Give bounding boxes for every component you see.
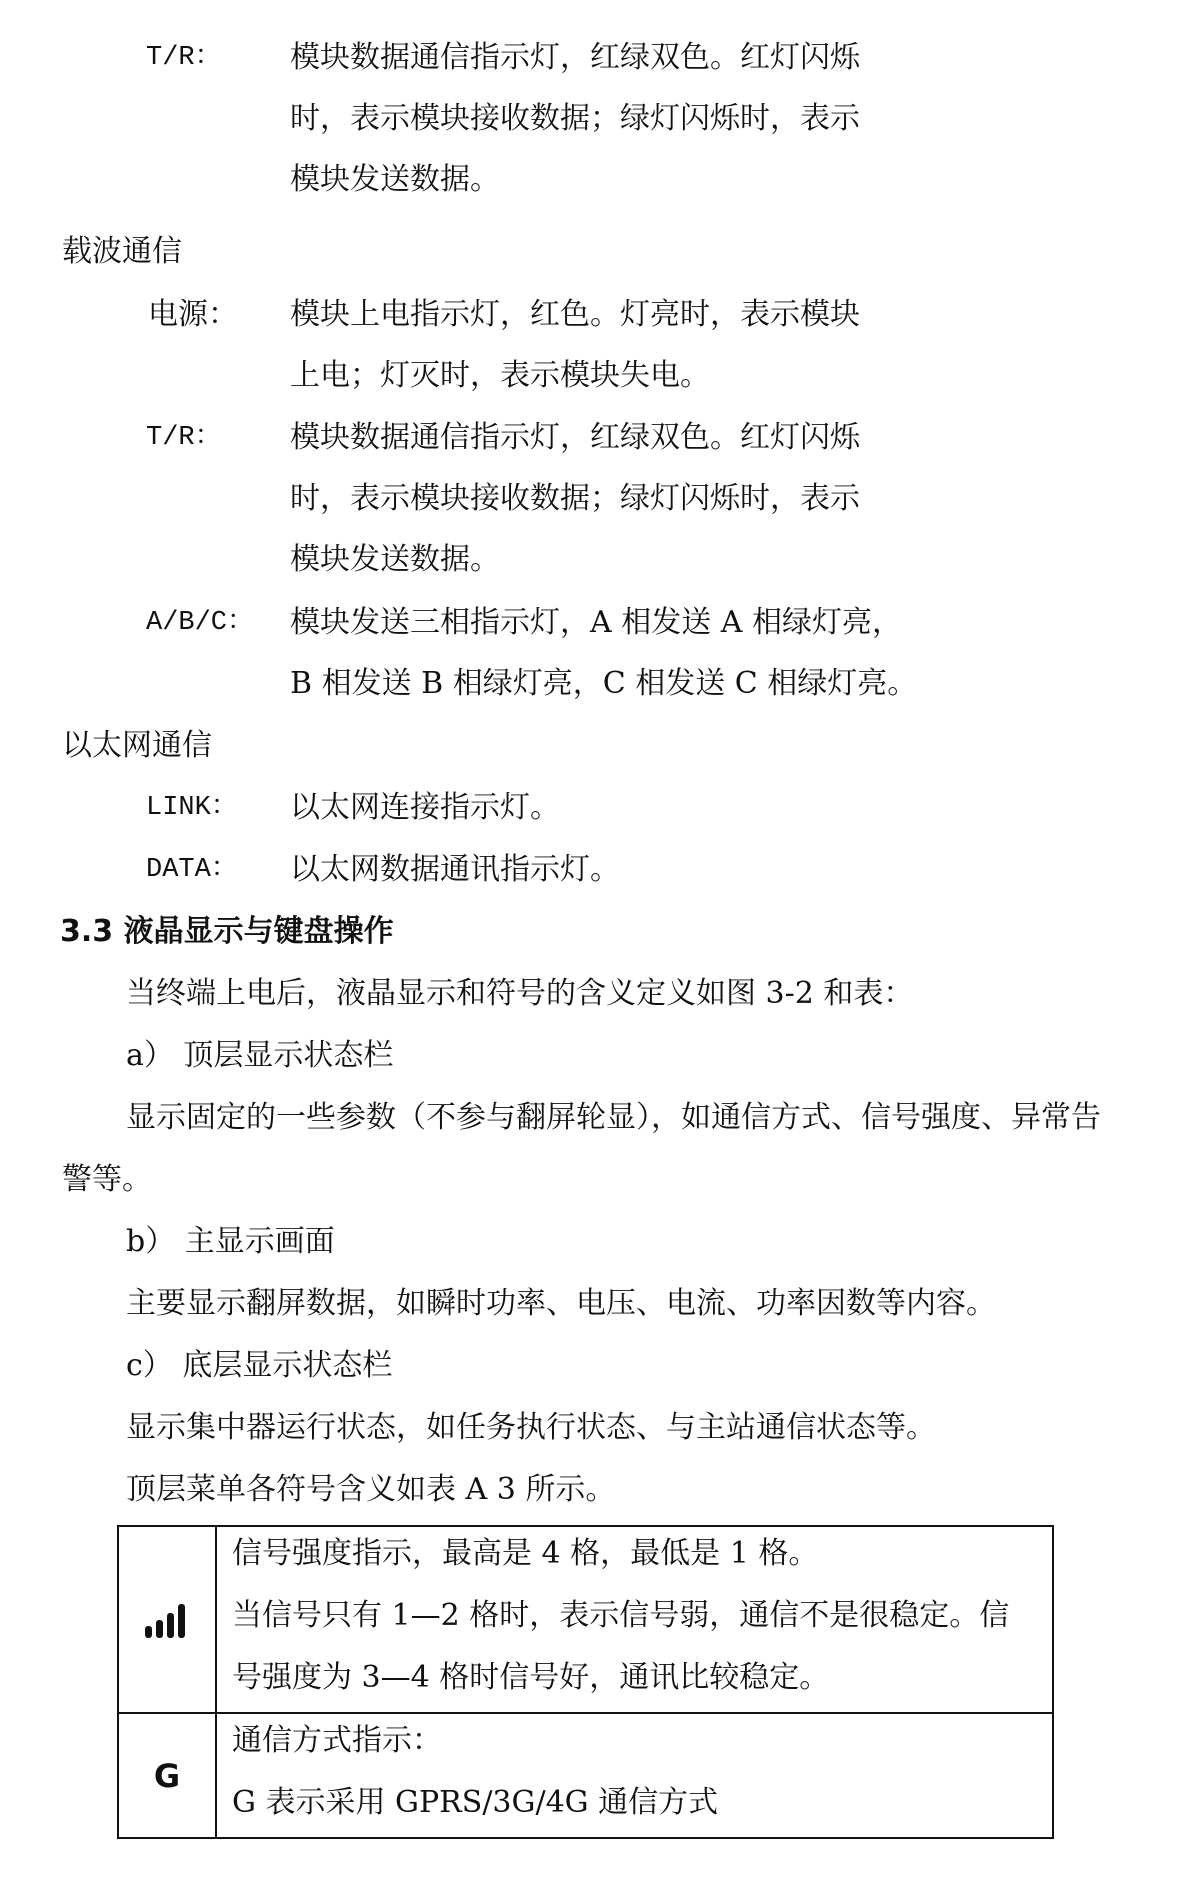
g-network-icon: G [153, 1756, 181, 1795]
power-label: 电源： [148, 297, 238, 332]
abc-desc-line1: 模块发送三相指示灯，A 相发送 A 相绿灯亮， [290, 605, 902, 640]
section-heading: 3.3 液晶显示与键盘操作 [60, 914, 394, 949]
item-a-desc-line2: 警等。 [62, 1162, 152, 1197]
abc-label: A/B/C： [146, 608, 255, 638]
signal-bars-icon [144, 1602, 190, 1638]
data-desc: 以太网数据通讯指示灯。 [290, 852, 620, 887]
table-row-2-line2: G 表示采用 GPRS/3G/4G 通信方式 [232, 1785, 719, 1820]
symbol-table [117, 1525, 1054, 1839]
table-row-1-line3: 号强度为 3—4 格时信号好，通讯比较稳定。 [232, 1660, 830, 1695]
table-row-divider [119, 1712, 1052, 1714]
item-c-title: c） 底层显示状态栏 [126, 1348, 393, 1383]
table-row-1-line1: 信号强度指示，最高是 4 格，最低是 1 格。 [232, 1536, 819, 1571]
item-a-title: a） 顶层显示状态栏 [126, 1038, 394, 1073]
tr-label-1: T/R： [146, 43, 222, 73]
item-a-desc-line1: 显示固定的一些参数（不参与翻屏轮显），如通信方式、信号强度、异常告 [126, 1100, 1101, 1135]
abc-desc-line2: B 相发送 B 相绿灯亮，C 相发送 C 相绿灯亮。 [290, 666, 918, 701]
lcd-intro: 当终端上电后，液晶显示和符号的含义定义如图 3-2 和表： [126, 976, 914, 1011]
power-desc-line2: 上电；灯灭时，表示模块失电。 [290, 358, 710, 393]
table-column-divider [215, 1527, 217, 1837]
tr-desc-2-line1: 模块数据通信指示灯，红绿双色。红灯闪烁 [290, 420, 860, 455]
item-b-title: b） 主显示画面 [126, 1224, 335, 1259]
ethernet-title: 以太网通信 [62, 728, 212, 763]
tr-desc-1-line3: 模块发送数据。 [290, 162, 500, 197]
tr-label-2: T/R： [146, 423, 222, 453]
link-desc: 以太网连接指示灯。 [290, 790, 560, 825]
table-row-2-line1: 通信方式指示： [232, 1723, 442, 1758]
table-row-1-icon-cell [119, 1527, 215, 1712]
item-b-desc: 主要显示翻屏数据，如瞬时功率、电压、电流、功率因数等内容。 [126, 1286, 996, 1321]
link-label: LINK： [146, 793, 238, 823]
table-row-1-line2: 当信号只有 1—2 格时，表示信号弱，通信不是很稳定。信 [232, 1598, 1010, 1633]
table-row-2-icon-cell [119, 1714, 215, 1837]
power-desc-line1: 模块上电指示灯，红色。灯亮时，表示模块 [290, 297, 860, 332]
item-c-desc: 显示集中器运行状态，如任务执行状态、与主站通信状态等。 [126, 1410, 936, 1445]
carrier-title: 载波通信 [62, 234, 182, 269]
table-intro: 顶层菜单各符号含义如表 A 3 所示。 [126, 1472, 616, 1507]
data-label: DATA： [146, 855, 238, 885]
tr-desc-2-line2: 时，表示模块接收数据；绿灯闪烁时，表示 [290, 481, 860, 516]
tr-desc-1-line2: 时，表示模块接收数据；绿灯闪烁时，表示 [290, 101, 860, 136]
tr-desc-1-line1: 模块数据通信指示灯，红绿双色。红灯闪烁 [290, 40, 860, 75]
tr-desc-2-line3: 模块发送数据。 [290, 542, 500, 577]
